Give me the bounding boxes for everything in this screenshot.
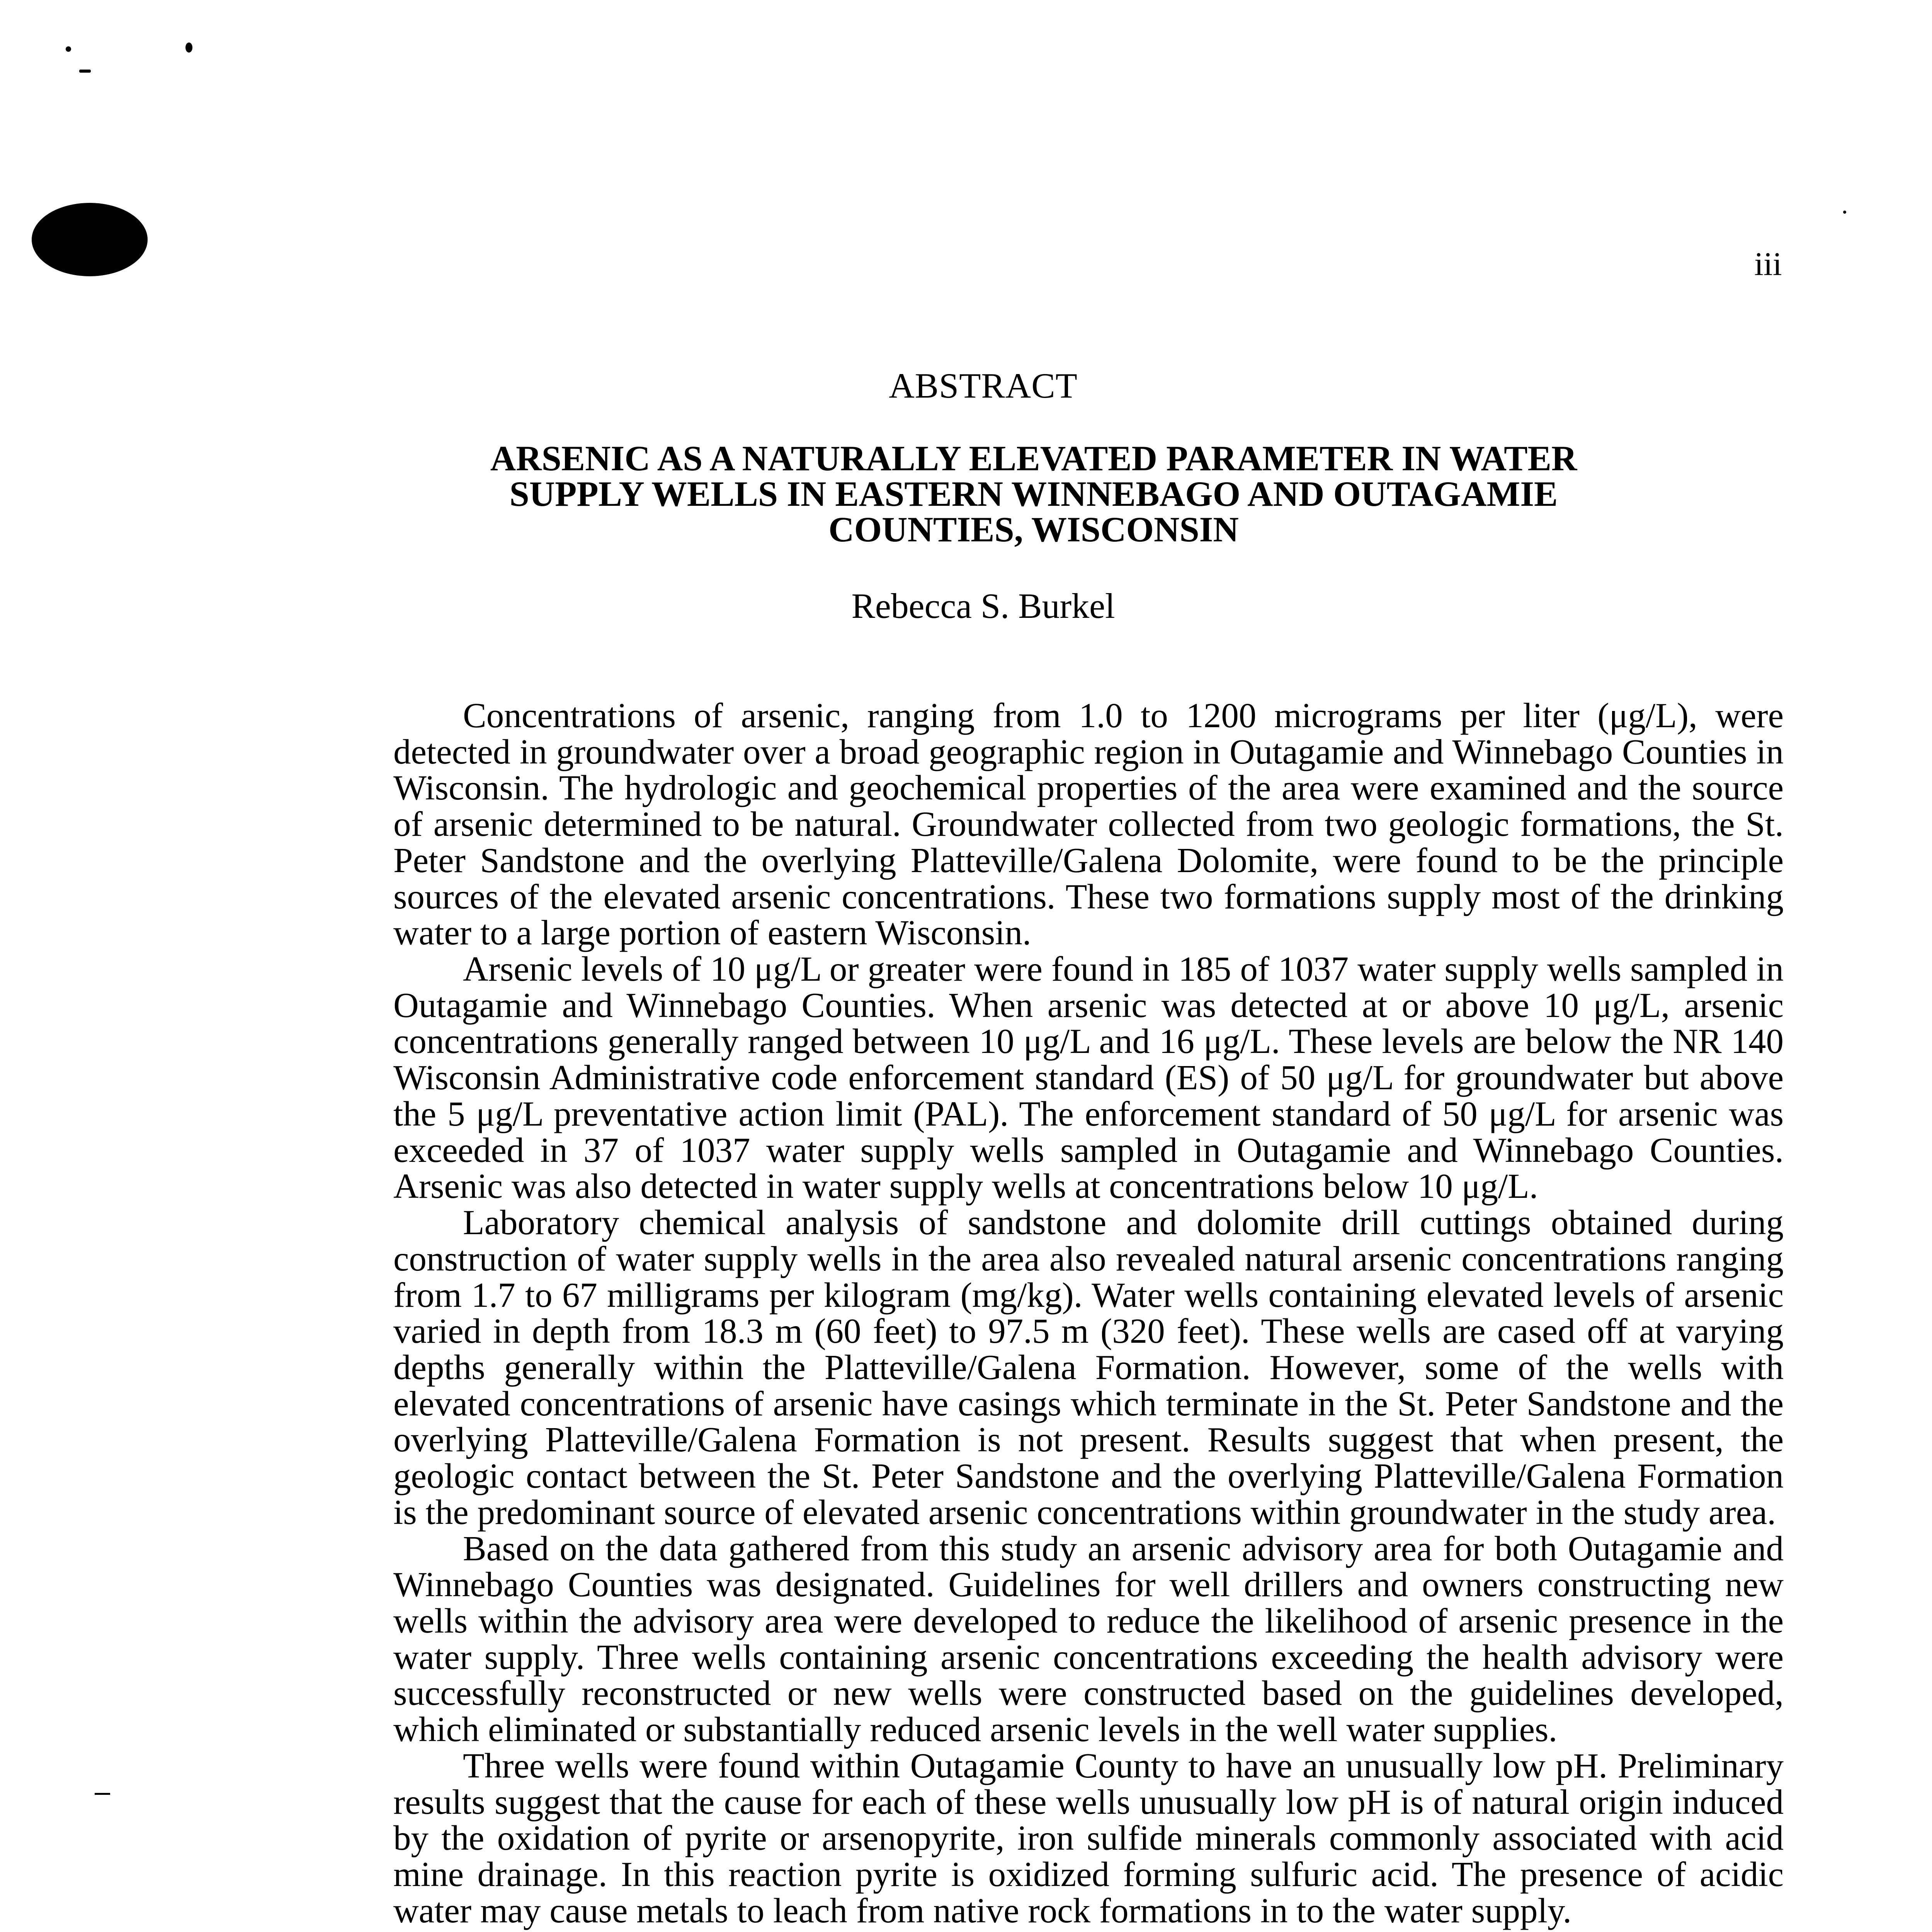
scan-speck	[66, 46, 71, 52]
scan-speck	[95, 1793, 110, 1795]
abstract-paragraph: Based on the data gathered from this study an arsenic advisory area for both Outagamie and Winnebago Counties was designated. Guidelines for well drillers and owners constructing new wells within the advisory area were developed to reduce the likelihood of arsenic presence in the water supply. Three wells containing arsenic concentrations exceeding the health advisory were successfully reconstructed or new wells were constructed based on the guidelines developed, which eliminated or substantially reduced arsenic levels in the well water supplies.	[393, 1529, 1784, 1749]
section-heading: ABSTRACT	[889, 366, 1078, 405]
abstract-body	[393, 697, 1784, 1929]
scan-speck	[185, 43, 192, 53]
abstract-paragraph: Arsenic levels of 10 μg/L or greater were found in 185 of 1037 water supply wells sampled in Outagamie and Winnebago Counties. When arsenic was detected at or above 10 μg/L, arsenic concentrations generally ranged between 10 μg/L and 16 μg/L. These levels are below the NR 140 Wisconsin Administrative code enforcement standard (ES) of 50 μg/L for groundwater but above the 5 μg/L preventative action limit (PAL). The enforcement standard of 50 μg/L for arsenic was exceeded in 37 of 1037 water supply wells sampled in Outagamie and Winnebago Counties. Arsenic was also detected in water supply wells at concentrations below 10 μg/L.	[393, 949, 1784, 1206]
scan-speck	[79, 70, 91, 73]
author-name: Rebecca S. Burkel	[851, 586, 1115, 626]
abstract-paragraph: Three wells were found within Outagamie County to have an unusually low pH. Preliminary results suggest that the cause for each of these wells unusually low pH is of natural origin induced by the oxidation of pyrite or arsenopyrite, iron sulfide minerals commonly associated with acid mine drainage. In this reaction pyrite is oxidized forming sulfuric acid. The presence of acidic water may cause metals to leach from native rock formations in to the water supply.	[393, 1746, 1784, 1930]
scan-speck	[1843, 211, 1846, 214]
page-number: iii	[1754, 245, 1782, 282]
document-title: ARSENIC AS A NATURALLY ELEVATED PARAMETER IN WATER SUPPLY WELLS IN EASTERN WINNEBAGO AND OUTAGAMIE COUNTIES, WISCONSIN	[490, 439, 1577, 549]
abstract-paragraph: Laboratory chemical analysis of sandstone and dolomite drill cuttings obtained during construction of water supply wells in the area also revealed natural arsenic concentrations ranging from 1.7 to 67 milligrams per kilogram (mg/kg). Water wells containing elevated levels of arsenic varied in depth from 18.3 m (60 feet) to 97.5 m (320 feet). These wells are cased off at varying depths generally within the Platteville/Galena Formation. However, some of the wells with elevated concentrations of arsenic have casings which terminate in the St. Peter Sandstone and the overlying Platteville/Galena Formation is not present. Results suggest that when present, the geologic contact between the St. Peter Sandstone and the overlying Platteville/Galena Formation is the predominant source of elevated arsenic concentrations within groundwater in the study area.	[393, 1203, 1784, 1532]
abstract-paragraph: Concentrations of arsenic, ranging from 1.0 to 1200 micrograms per liter (μg/L), were detected in groundwater over a broad geographic region in Outagamie and Winnebago Counties in Wisconsin. The hydrologic and geochemical properties of the area were examined and the source of arsenic determined to be natural. Groundwater collected from two geologic formations, the St. Peter Sandstone and the overlying Platteville/Galena Dolomite, were found to be the principle sources of the elevated arsenic concentrations. These two formations supply most of the drinking water to a large portion of eastern Wisconsin.	[393, 696, 1784, 952]
punch-hole-mark	[32, 203, 148, 276]
